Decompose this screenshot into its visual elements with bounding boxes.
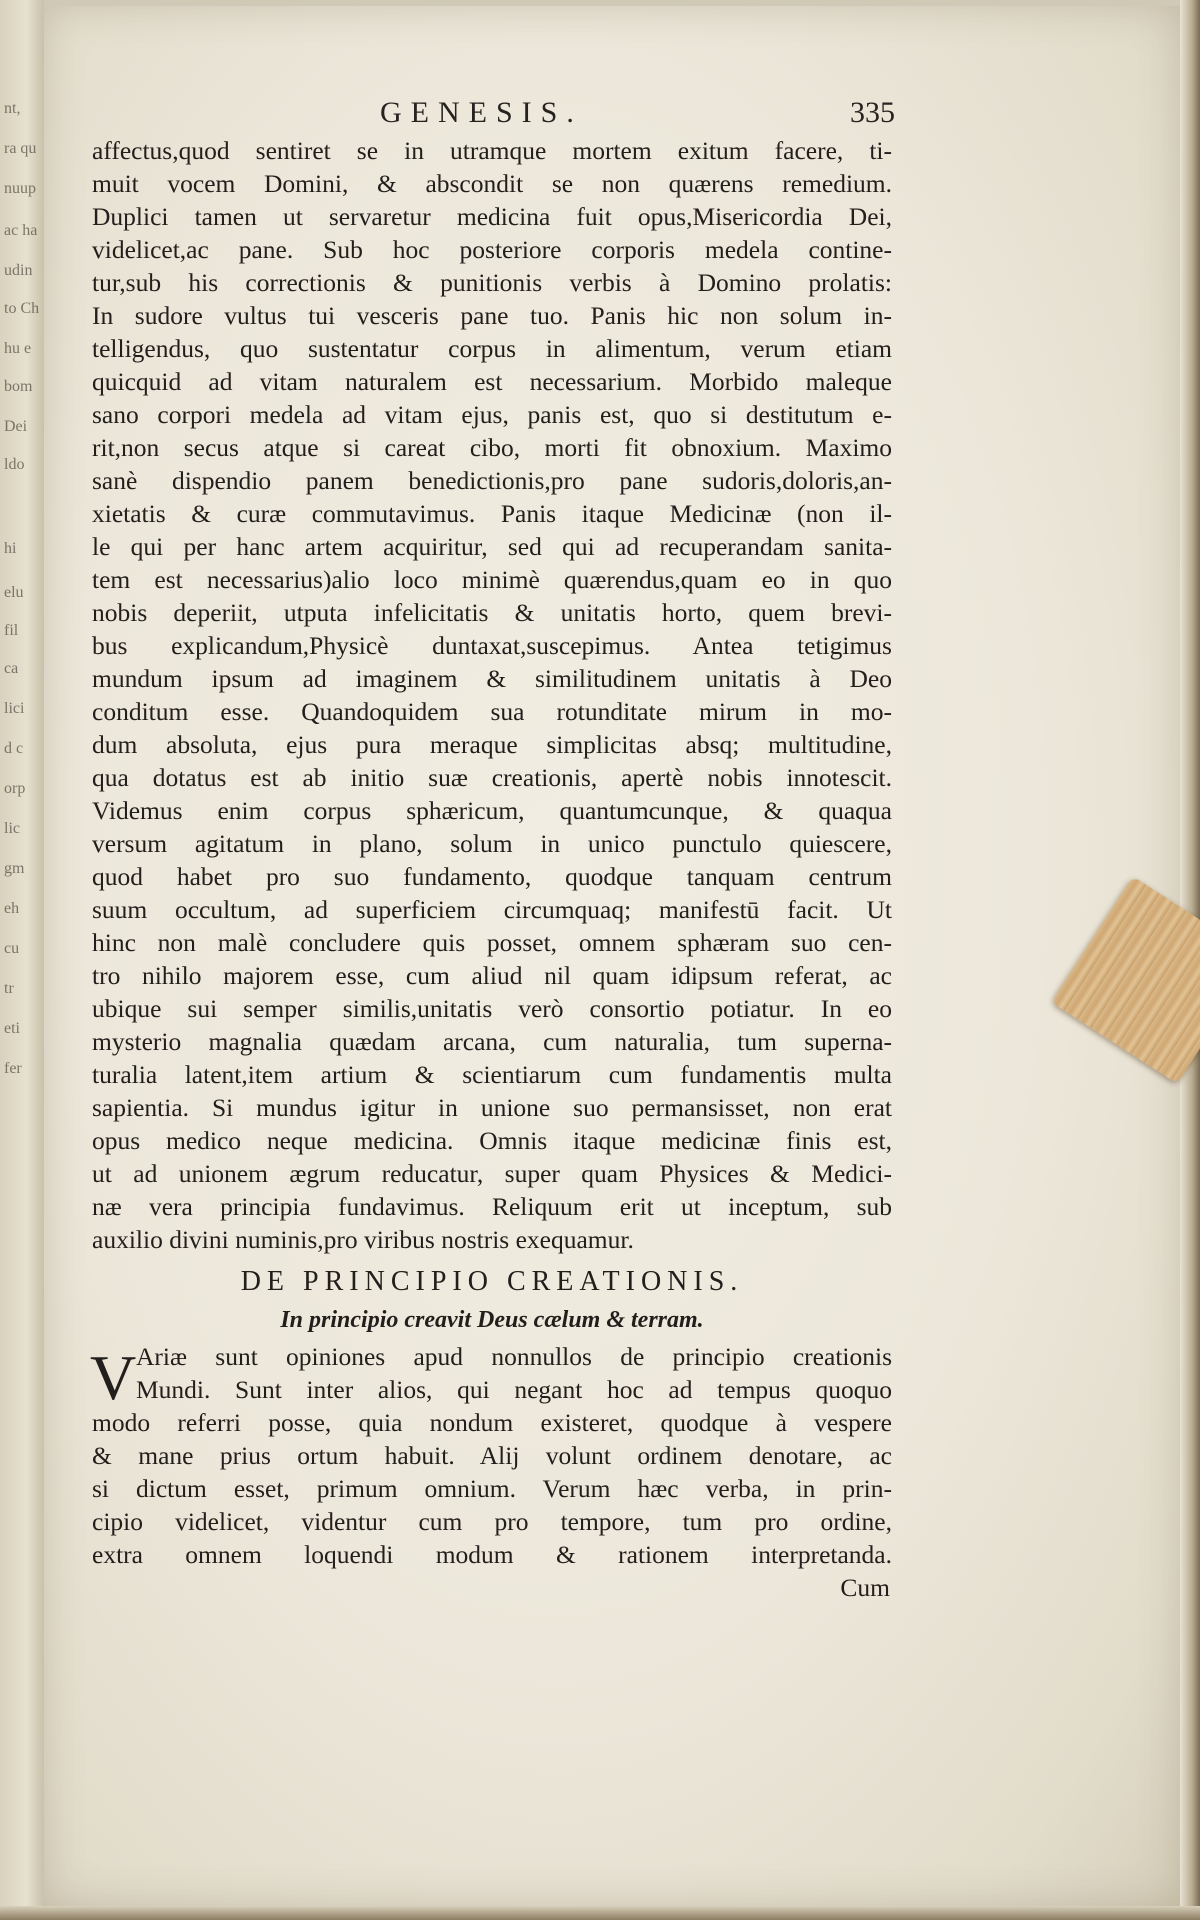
drop-cap: V (90, 1342, 137, 1413)
page-number: 335 (850, 96, 895, 129)
text-line: qua dotatus est ab initio suæ creationis, apertè nobis innotescit. (92, 763, 892, 792)
body-text (92, 134, 892, 1604)
text-line: Mundi. Sunt inter alios, qui negant hoc ad tempus quoquo (136, 1375, 892, 1404)
text-line: tur,sub his correctionis & punitionis verbis à Domino prolatis: (92, 268, 892, 297)
text-line: rit,non secus atque si careat cibo, morti fit obnoxium. Maximo (92, 433, 892, 462)
paragraph-main (92, 134, 892, 1256)
page-bottom-edge (0, 1906, 1200, 1920)
text-line: bus explicandum,Physicè duntaxat,suscepimus. Antea tetigimus (92, 631, 892, 660)
text-line: dum absoluta, ejus pura meraque simplicitas absq; multitudine, (92, 730, 892, 759)
section-subheading: In principio creavit Deus cælum & terram. (280, 1307, 704, 1333)
text-line: suum occultum, ad superficiem circumquaq; manifestū facit. Ut (92, 895, 892, 924)
text-line: si dictum esset, primum omnium. Verum hæc verba, in prin- (92, 1474, 892, 1503)
text-line: & mane prius ortum habuit. Alij volunt ordinem denotare, ac (92, 1441, 892, 1470)
text-line: quod habet pro suo fundamento, quodque tanquam centrum (92, 862, 892, 891)
text-line: le qui per hanc artem acquiritur, sed qui ad recuperandam sanita- (92, 532, 892, 561)
text-line: extra omnem loquendi modum & rationem interpretanda. (92, 1540, 892, 1569)
text-line: muit vocem Domini, & abscondit se non quærens remedium. (92, 169, 892, 198)
text-line: ubique sui semper similis,unitatis verò consortio potiatur. In eo (92, 994, 892, 1023)
text-line: mysterio magnalia quædam arcana, cum naturalia, tum superna- (92, 1027, 892, 1056)
running-head: GENESIS. (380, 96, 583, 129)
text-line: sanè dispendio panem benedictionis,pro pane sudoris,doloris,an- (92, 466, 892, 495)
text-line: videlicet,ac pane. Sub hoc posteriore corporis medela contine- (92, 235, 892, 264)
text-line: affectus,quod sentiret se in utramque mortem exitum facere, ti- (92, 136, 892, 165)
text-line: auxilio divini numinis,pro viribus nostris exequamur. (92, 1225, 634, 1254)
catchword: Cum (840, 1573, 890, 1602)
text-line: mundum ipsum ad imaginem & similitudinem unitatis à Deo (92, 664, 892, 693)
text-line: Duplici tamen ut servaretur medicina fuit opus,Misericordia Dei, (92, 202, 892, 231)
text-line: In sudore vultus tui vesceris pane tuo. Panis hic non solum in- (92, 301, 892, 330)
page-header (90, 96, 910, 136)
text-line: tem est necessarius)alio loco minimè quærendus,quam eo in quo (92, 565, 892, 594)
text-line: næ vera principia fundavimus. Reliquum erit ut inceptum, sub (92, 1192, 892, 1221)
text-line: telligendus, quo sustentatur corpus in alimentum, verum etiam (92, 334, 892, 363)
text-line: Ariæ sunt opiniones apud nonnullos de principio creationis (136, 1342, 892, 1371)
text-line: cipio videlicet, videntur cum pro tempore, tum pro ordine, (92, 1507, 892, 1536)
text-line: sano corpori medela ad vitam ejus, panis est, quo si destitutum e- (92, 400, 892, 429)
text-line: hinc non malè concludere quis posset, omnem sphæram suo cen- (92, 928, 892, 957)
text-line: tro nihilo majorem esse, cum aliud nil quam idipsum referat, ac (92, 961, 892, 990)
adjacent-page-edge: nt, ra qu nuup ac ha udin to Ch hu e bom Dei ldo hi elu fil ca lici d c orp lic gm eh cu tr eti fer (0, 0, 44, 1920)
section-heading: DE PRINCIPIO CREATIONIS. (240, 1266, 744, 1297)
paragraph-section (92, 1340, 892, 1604)
text-line: conditum esse. Quandoquidem sua rotunditate mirum in mo- (92, 697, 892, 726)
text-line: opus medico neque medicina. Omnis itaque medicinæ finis est, (92, 1126, 892, 1155)
text-line: ut ad unionem ægrum reducatur, super quam Physices & Medici- (92, 1159, 892, 1188)
text-line: xietatis & curæ commutavimus. Panis itaque Medicinæ (non il- (92, 499, 892, 528)
text-line: nobis deperiit, utputa infelicitatis & unitatis horto, quem brevi- (92, 598, 892, 627)
text-line: modo referri posse, quia nondum existeret, quodque à vespere (92, 1408, 892, 1437)
text-line: turalia latent,item artium & scientiarum cum fundamentis multa (92, 1060, 892, 1089)
text-line: quicquid ad vitam naturalem est necessarium. Morbido maleque (92, 367, 892, 396)
text-line: versum agitatum in plano, solum in unico punctulo quiescere, (92, 829, 892, 858)
text-line: sapientia. Si mundus igitur in unione suo permansisset, non erat (92, 1093, 892, 1122)
text-line: Videmus enim corpus sphæricum, quantumcunque, & quaqua (92, 796, 892, 825)
